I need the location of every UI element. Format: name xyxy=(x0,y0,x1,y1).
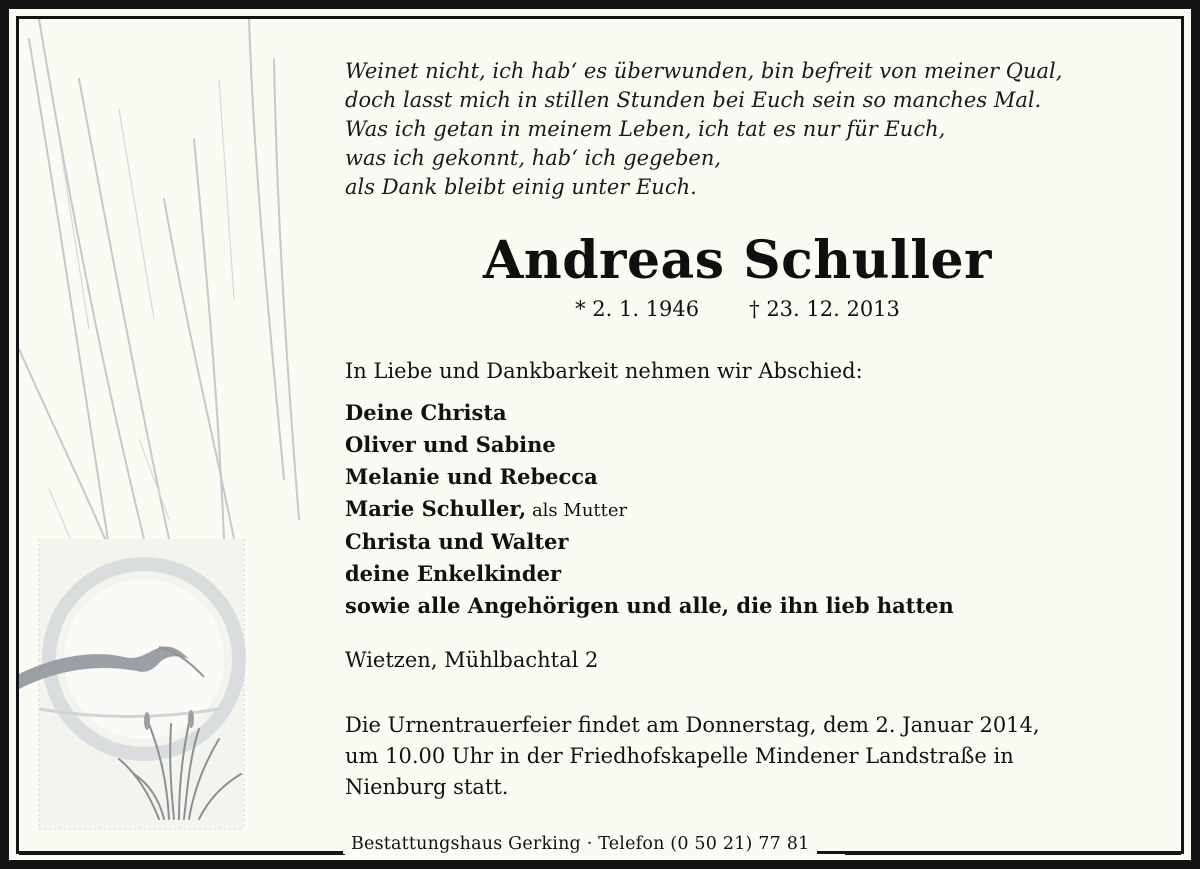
farewell-intro: In Liebe und Dankbarkeit nehmen wir Abschied: xyxy=(345,359,863,383)
mourner-name: Melanie und Rebecca xyxy=(345,464,598,489)
mourner-name: Deine Christa xyxy=(345,400,507,425)
verse-line: doch lasst mich in stillen Stunden bei Euch sein so manches Mal. xyxy=(345,88,1042,112)
mourner-entry xyxy=(345,429,954,461)
verse-line: Was ich getan in meinem Leben, ich tat es nur für Euch, xyxy=(345,117,946,141)
mourner-entry xyxy=(345,590,954,622)
verse-poem xyxy=(345,57,1062,202)
mourner-relation: als Mutter xyxy=(526,500,628,521)
mourner-entry xyxy=(345,461,954,493)
mourner-name: deine Enkelkinder xyxy=(345,561,562,586)
mourner-name: Marie Schuller, xyxy=(345,496,527,521)
mourner-entry xyxy=(345,526,954,558)
heron-reed-artwork xyxy=(19,19,349,854)
ceremony-line: Die Urnentrauerfeier findet am Donnerstag, dem 2. Januar 2014, xyxy=(345,713,1040,737)
birth-date: * 2. 1. 1946 xyxy=(575,297,700,321)
footer-rule-left xyxy=(19,852,345,855)
mourner-name: Oliver und Sabine xyxy=(345,432,556,457)
deceased-name: Andreas Schuller xyxy=(483,230,992,291)
ceremony-line: Nienburg statt. xyxy=(345,775,509,799)
mourner-entry xyxy=(345,558,954,590)
mourner-name: sowie alle Angehörigen und alle, die ihn lieb hatten xyxy=(345,593,954,618)
ceremony-line: um 10.00 Uhr in der Friedhofskapelle Mindener Landstraße in xyxy=(345,744,1014,768)
verse-line: Weinet nicht, ich hab‘ es überwunden, bin befreit von meiner Qual, xyxy=(345,59,1063,83)
mourner-name: Christa und Walter xyxy=(345,529,569,554)
mourner-entry xyxy=(345,397,954,429)
ceremony-details xyxy=(345,710,1040,803)
death-date: † 23. 12. 2013 xyxy=(749,297,900,321)
verse-line: was ich gekonnt, hab‘ ich gegeben, xyxy=(345,146,722,170)
footer-rule-right xyxy=(845,852,1181,855)
mourner-entry xyxy=(345,493,954,526)
funeral-home-footer: Bestattungshaus Gerking · Telefon (0 50 21) 77 81 xyxy=(343,834,817,854)
mourners-list xyxy=(345,397,954,622)
life-dates xyxy=(345,297,1130,321)
verse-line: als Dank bleibt einig unter Euch. xyxy=(345,175,697,199)
family-address: Wietzen, Mühlbachtal 2 xyxy=(345,648,599,672)
